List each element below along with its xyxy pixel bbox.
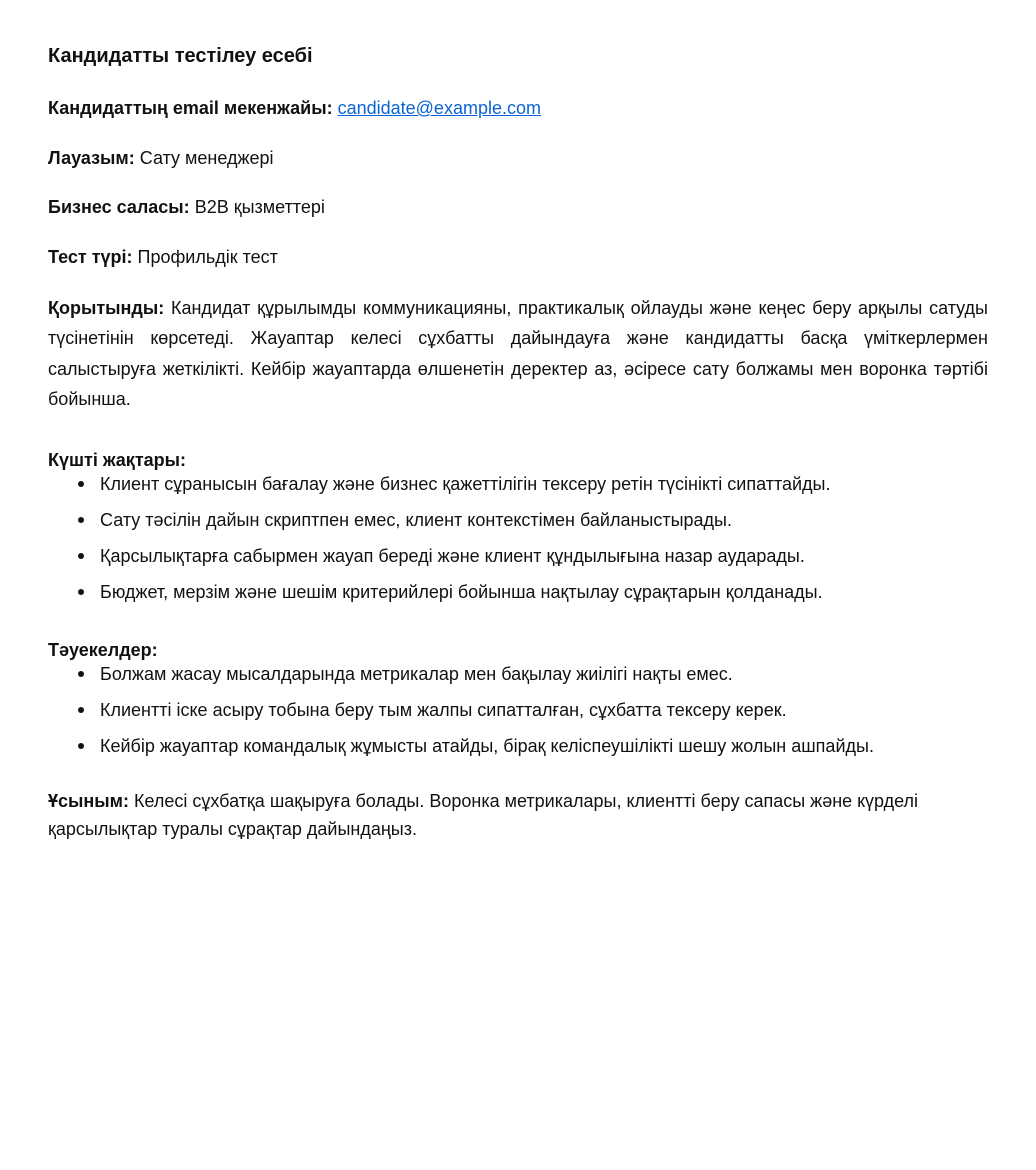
recommendation-label: Ұсыным: — [48, 791, 129, 812]
conclusion-text: Кандидат құрылымды коммуникацияны, практикалық ойлауды және кеңес беру арқылы сатуды түсінетінін көрсетеді. Жауаптар келесі сұхбатты дайындауға және кандидатты басқа үміткерлермен салыстыруға жеткілікті. Кейбір жауаптарда өлшенетін деректер аз, әсіресе сату болжамы мен воронка тәртібі бойынша. — [48, 298, 988, 409]
recommendation-text: Келесі сұхбатқа шақыруға болады. Воронка метрикалары, клиентті беру сапасы және күрделі қарсылықтар туралы сұрақтар дайындаңыз. — [48, 791, 919, 840]
position-row — [48, 146, 988, 170]
list-item: Сату тәсілін дайын скриптпен емес, клиент контекстімен байланыстырады. — [100, 508, 988, 532]
recommendation-paragraph — [48, 787, 988, 843]
list-item: Клиент сұранысын бағалау және бизнес қажеттілігін тексеру ретін түсінікті сипаттайды. — [100, 472, 988, 496]
list-item: Бюджет, мерзім және шешім критерийлері бойынша нақтылау сұрақтарын қолданады. — [100, 580, 988, 604]
sector-label: Бизнес саласы: — [48, 197, 190, 217]
sector-row — [48, 195, 988, 219]
test-type-value: Профильдік тест — [137, 247, 278, 267]
test-type-label: Тест түрі: — [48, 247, 133, 267]
list-item: Қарсылықтарға сабырмен жауап береді және клиент құндылығына назар аударады. — [100, 544, 988, 568]
list-item: Болжам жасау мысалдарында метрикалар мен бақылау жиілігі нақты емес. — [100, 662, 988, 686]
position-value: Сату менеджері — [139, 148, 274, 168]
test-type-row — [48, 245, 988, 269]
position-label: Лауазым: — [48, 148, 135, 168]
email-label: Кандидаттың email мекенжайы: — [48, 98, 333, 118]
conclusion-paragraph — [48, 293, 988, 414]
strengths-heading: Күшті жақтары: — [48, 450, 187, 471]
risks-heading: Тәуекелдер: — [48, 640, 158, 661]
sector-value: B2B қызметтері — [194, 197, 325, 217]
email-row — [48, 96, 988, 120]
list-item: Клиентті іске асыру тобына беру тым жалпы сипатталған, сұхбатта тексеру керек. — [100, 698, 988, 722]
strengths-list — [48, 472, 988, 604]
page-title: Кандидатты тестілеу есебі — [48, 45, 313, 67]
conclusion-label: Қорытынды: — [48, 298, 165, 318]
email-link[interactable]: candidate@example.com — [337, 98, 541, 118]
risks-list — [48, 662, 988, 758]
list-item: Кейбір жауаптар командалық жұмысты атайды, бірақ келіспеушілікті шешу жолын ашпайды. — [100, 734, 988, 758]
